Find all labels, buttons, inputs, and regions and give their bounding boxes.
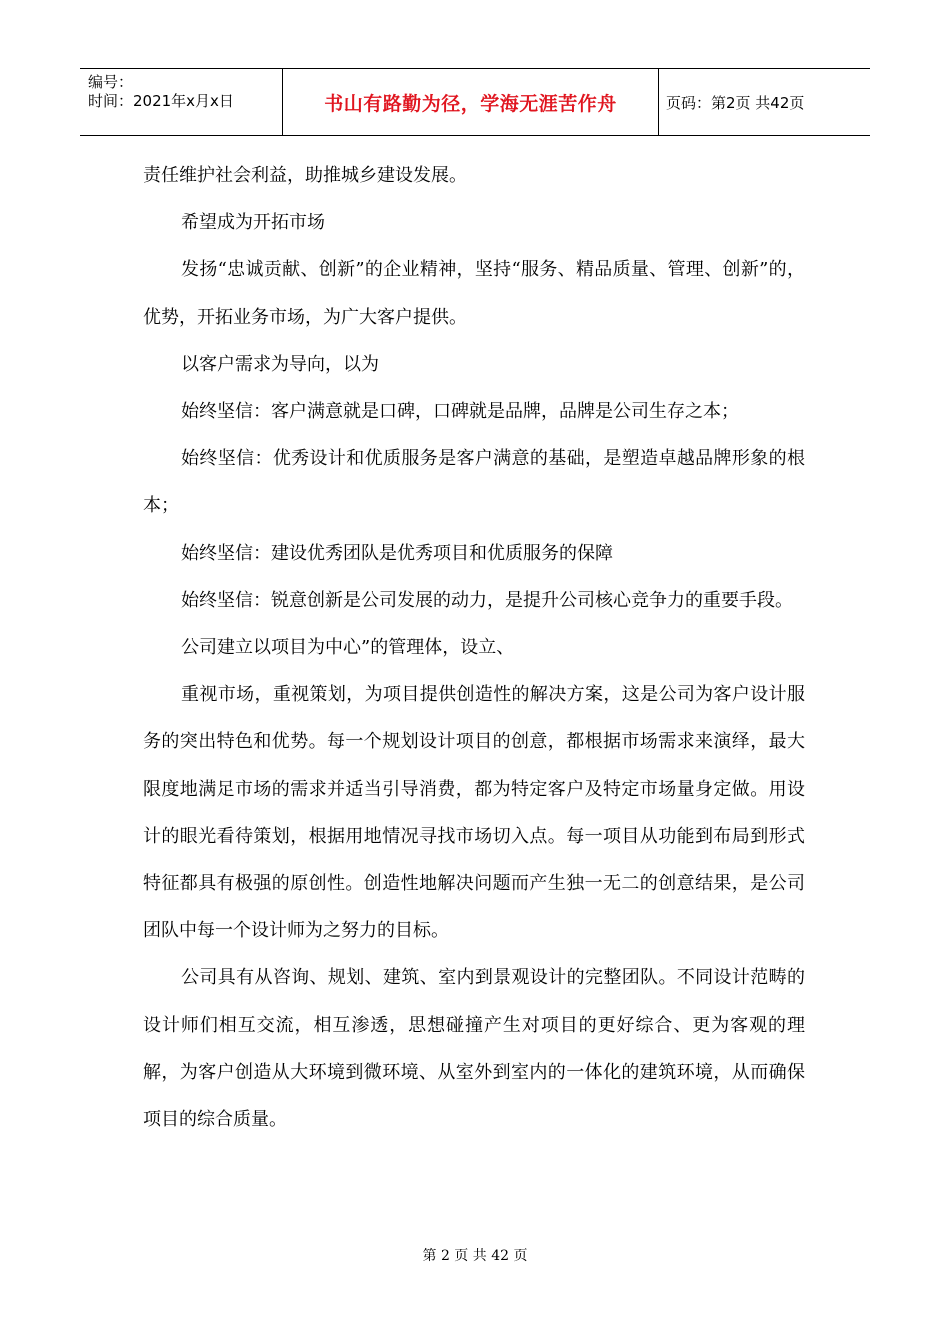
body-paragraph: 责任维护社会利益，助推城乡建设发展。 <box>143 165 467 186</box>
body-paragraph: 希望成为开拓市场 <box>181 212 325 234</box>
body-paragraph: 始终坚信：建设优秀团队是优秀项目和优质服务的保障 <box>181 542 613 564</box>
body-paragraph: 始终坚信：优秀设计和优质服务是客户满意的基础，是塑造卓越品牌形象的根本； <box>143 448 805 517</box>
body-paragraph: 始终坚信：客户满意就是口碑，口碑就是品牌，品牌是公司生存之本； <box>181 401 739 423</box>
body-paragraph: 公司建立以项目为中心”的管理体，设立、 <box>181 637 515 659</box>
page-header <box>80 68 870 136</box>
header-meta <box>80 69 283 135</box>
document-body <box>143 152 805 1143</box>
document-number-label: 编号： <box>88 73 134 91</box>
document-date-label: 时间：2021年x月x日 <box>88 92 234 110</box>
body-paragraph: 以客户需求为导向，以为 <box>181 353 379 375</box>
body-paragraph: 发扬“忠诚贡献、创新”的企业精神，坚持“服务、精品质量、管理、创新”的，优势，开拓业务市场，为广大客户提供。 <box>143 259 805 328</box>
body-paragraph: 始终坚信：锐意创新是公司发展的动力，是提升公司核心竞争力的重要手段。 <box>181 589 793 611</box>
body-paragraph: 重视市场，重视策划，为项目提供创造性的解决方案，这是公司为客户设计服务的突出特色和优势。每一个规划设计项目的创意，都根据市场需求来演绎，最大限度地满足市场的需求并适当引导消费，都为特定客户及特定市场量身定做。用设计的眼光看待策划，根据用地情况寻找市场切入点。每一项目从功能到布局到形式特征都具有极强的原创性。创造性地解决问题而产生独一无二的创意结果，是公司团队中每一个设计师为之努力的目标。 <box>143 684 805 942</box>
footer-page-number: 第 2 页 共 42 页 <box>422 1248 528 1264</box>
header-motto: 书山有路勤为径，学海无涯苦作舟 <box>283 69 659 135</box>
page-footer <box>0 1247 950 1265</box>
header-page-number: 页码：第2页 共42页 <box>666 94 805 112</box>
body-paragraph: 公司具有从咨询、规划、建筑、室内到景观设计的完整团队。不同设计范畴的设计师们相互交流，相互渗透，思想碰撞产生对项目的更好综合、更为客观的理解，为客户创造从大环境到微环境、从室外到室内的一体化的建筑环境，从而确保项目的综合质量。 <box>143 967 805 1131</box>
